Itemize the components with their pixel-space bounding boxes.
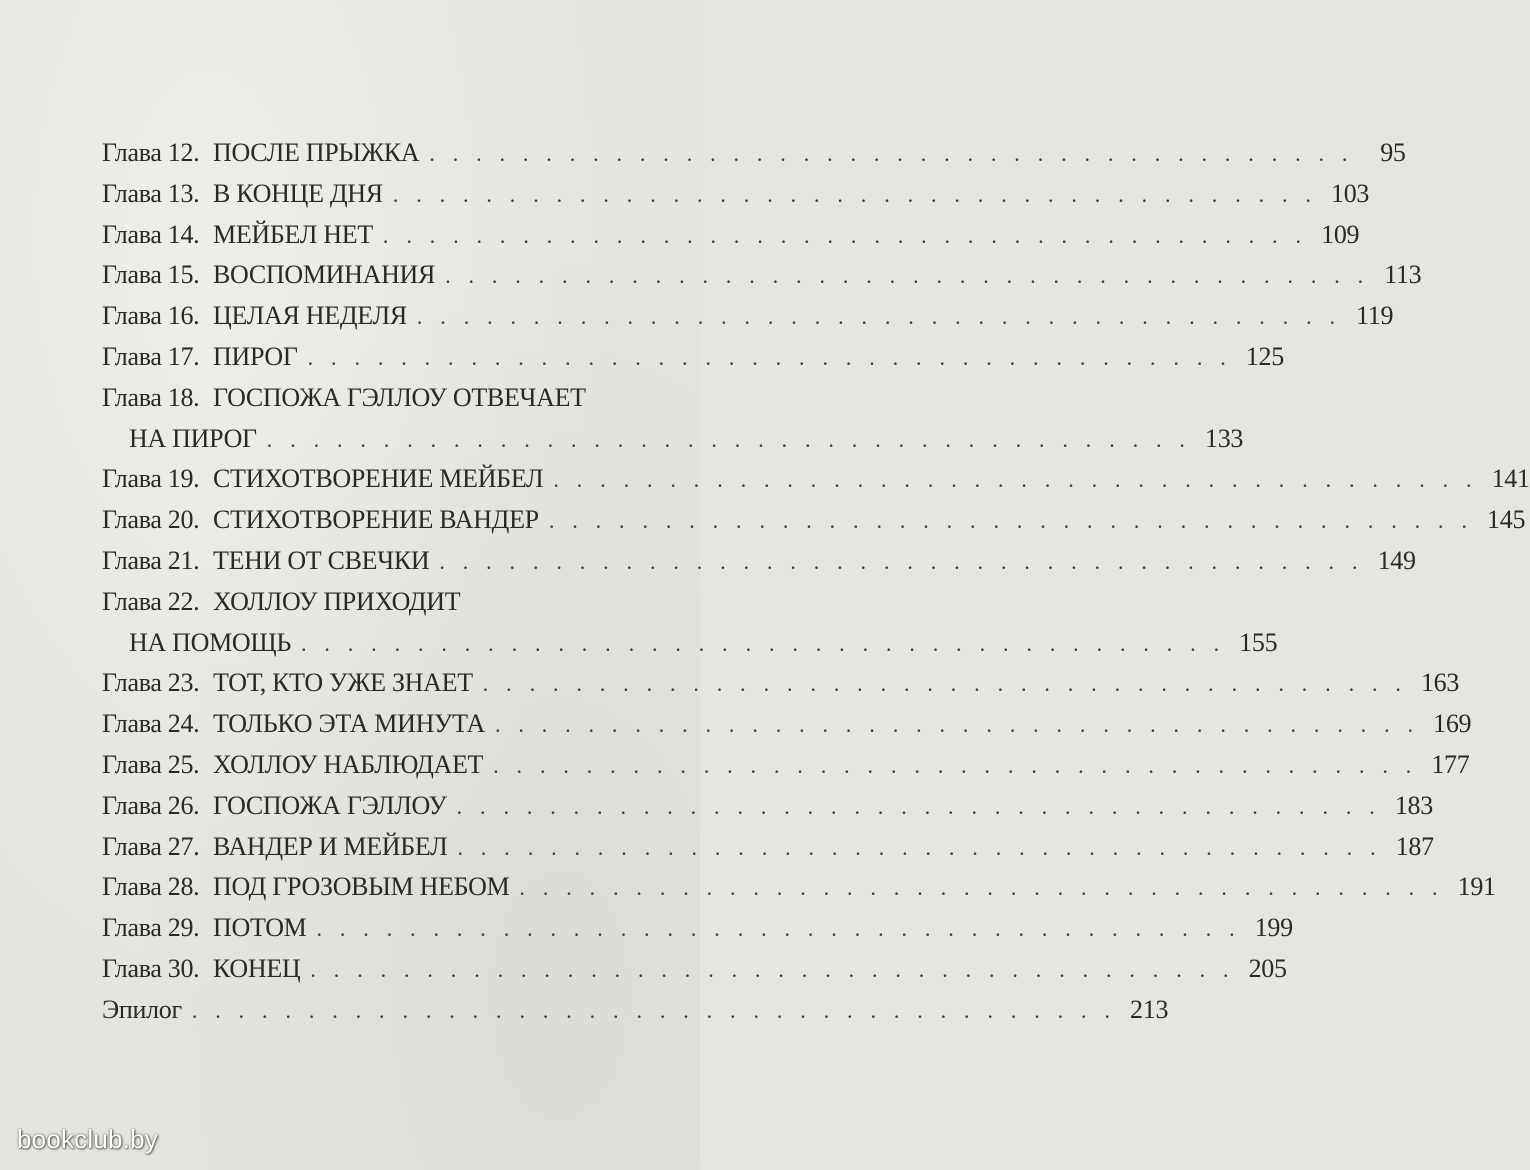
toc-label [102, 582, 460, 623]
dot-leader: . . . . . . . . . . . . . . . . . . . . . . . . . . . . . . . . . . . . . . . . [392, 181, 1318, 207]
page-number: 205 [1248, 953, 1287, 983]
toc-label [102, 459, 543, 500]
toc-entry [102, 541, 1416, 582]
chapter-number: Глава 21. [102, 545, 200, 575]
chapter-number: Глава 18. [102, 382, 200, 412]
chapter-title: ВАНДЕР И МЕЙБЕЛ [213, 831, 448, 861]
toc-entry [102, 174, 1370, 215]
toc-label [102, 867, 509, 908]
toc-line [102, 745, 1470, 786]
chapter-title: КОНЕЦ [213, 953, 301, 983]
chapter-number: Глава 12. [102, 138, 200, 167]
page-number: 125 [1245, 341, 1284, 371]
page-number: 119 [1356, 301, 1394, 331]
page-number: 149 [1377, 545, 1416, 575]
toc-line [102, 949, 1287, 990]
chapter-title: ГОСПОЖА ГЭЛЛОУ [213, 790, 447, 820]
toc-entry [102, 990, 1169, 1031]
chapter-title: ПОСЛЕ ПРЫЖКА [213, 138, 420, 167]
toc-line [102, 908, 1293, 949]
toc-line [102, 500, 1526, 541]
chapter-number: Глава 26. [102, 790, 200, 820]
chapter-title: ТОЛЬКО ЭТА МИНУТА [213, 709, 485, 739]
toc-line [102, 827, 1434, 868]
toc-entry [102, 908, 1293, 949]
toc-line [102, 704, 1472, 745]
chapter-title: СТИХОТВОРЕНИЕ МЕЙБЕЛ [213, 464, 544, 494]
toc-label [102, 786, 447, 827]
toc-label [102, 541, 429, 582]
toc-entry [102, 215, 1360, 256]
chapter-title: ХОЛЛОУ НАБЛЮДАЕТ [213, 749, 484, 779]
chapter-number: Глава 22. [102, 586, 200, 616]
page-number: 199 [1254, 913, 1293, 943]
toc-label [102, 215, 373, 256]
site-watermark: bookclub.by [17, 1124, 158, 1154]
page-number: 191 [1457, 872, 1496, 902]
chapter-number: Глава 20. [102, 505, 200, 535]
chapter-title: Эпилог [102, 994, 182, 1024]
toc-label [102, 663, 473, 704]
toc-entry [102, 582, 1278, 664]
dot-leader: . . . . . . . . . . . . . . . . . . . . . . . . . . . . . . . . . . . . . . . . [310, 956, 1235, 982]
toc-line [102, 133, 1406, 174]
toc-entry [102, 296, 1394, 337]
page-number: 103 [1331, 178, 1370, 208]
page-number: 141 [1491, 464, 1530, 494]
toc-entry [102, 827, 1434, 868]
page-number: 95 [1380, 138, 1406, 167]
chapter-title: ВОСПОМИНАНИЯ [213, 260, 436, 290]
toc-line [102, 867, 1496, 908]
toc-entry [102, 745, 1470, 786]
toc-line [102, 990, 1169, 1031]
chapter-title: НА ПИРОГ [129, 423, 257, 453]
toc-line [102, 623, 1278, 664]
toc-line [102, 459, 1530, 500]
dot-leader: . . . . . . . . . . . . . . . . . . . . . . . . . . . . . . . . . . . . . . . . [429, 141, 1354, 166]
toc-entry [102, 459, 1530, 500]
toc-line [102, 786, 1433, 827]
toc-label [102, 500, 539, 541]
chapter-number: Глава 29. [102, 913, 200, 943]
toc-label [102, 827, 448, 868]
toc-label [129, 419, 257, 460]
dot-leader: . . . . . . . . . . . . . . . . . . . . . . . . . . . . . . . . . . . . . . . . [191, 997, 1117, 1023]
toc-entry [102, 255, 1422, 296]
chapter-title: ХОЛЛОУ ПРИХОДИТ [213, 586, 461, 616]
toc-entry [102, 378, 1244, 460]
dot-leader: . . . . . . . . . . . . . . . . . . . . . . . . . . . . . . . . . . . . . . . . [300, 630, 1226, 656]
page-number: 187 [1395, 831, 1434, 861]
page-number: 183 [1394, 790, 1433, 820]
dot-leader: . . . . . . . . . . . . . . . . . . . . . . . . . . . . . . . . . . . . . . . . [316, 916, 1241, 942]
chapter-number: Глава 16. [102, 301, 200, 331]
page-number: 213 [1130, 994, 1169, 1024]
chapter-number: Глава 27. [102, 831, 200, 861]
toc-line [102, 378, 632, 419]
toc-line [102, 255, 1422, 296]
chapter-title: ТОТ, КТО УЖЕ ЗНАЕТ [213, 668, 473, 698]
toc-label [102, 949, 300, 990]
toc-label [102, 255, 435, 296]
chapter-title: ТЕНИ ОТ СВЕЧКИ [213, 545, 430, 575]
dot-leader: . . . . . . . . . . . . . . . . . . . . . . . . . . . . . . . . . . . . . . . . [307, 344, 1232, 370]
dot-leader: . . . . . . . . . . . . . . . . . . . . . . . . . . . . . . . . . . . . . . . . [439, 548, 1364, 574]
toc-label [102, 378, 586, 419]
page-number: 163 [1420, 668, 1460, 698]
toc-entry [102, 663, 1460, 704]
chapter-number: Глава 23. [102, 668, 200, 698]
toc-line [102, 215, 1360, 256]
page-number: 177 [1431, 749, 1470, 779]
chapter-title: МЕЙБЕЛ НЕТ [213, 219, 373, 249]
page-number: 113 [1384, 260, 1422, 290]
chapter-title: ПИРОГ [213, 341, 298, 371]
dot-leader: . . . . . . . . . . . . . . . . . . . . . . . . . . . . . . . . . . . . . . . . [445, 263, 1370, 289]
toc-entry [102, 949, 1287, 990]
page-number: 145 [1487, 505, 1526, 535]
toc-line [102, 174, 1370, 215]
toc-entry [102, 500, 1526, 541]
chapter-title: ГОСПОЖА ГЭЛЛОУ ОТВЕЧАЕТ [213, 382, 586, 412]
dot-leader: . . . . . . . . . . . . . . . . . . . . . . . . . . . . . . . . . . . . . . . . [493, 752, 1418, 778]
chapter-number: Глава 19. [102, 464, 200, 494]
toc-line [102, 337, 1284, 378]
toc-label [102, 990, 182, 1031]
toc-label [102, 174, 383, 215]
dot-leader: . . . . . . . . . . . . . . . . . . . . . . . . . . . . . . . . . . . . . . . . [416, 304, 1342, 330]
page-number: 169 [1433, 709, 1472, 739]
chapter-number: Глава 30. [102, 953, 200, 983]
chapter-number: Глава 28. [102, 872, 200, 902]
chapter-title: НА ПОМОЩЬ [129, 627, 291, 657]
dot-leader: . . . . . . . . . . . . . . . . . . . . . . . . . . . . . . . . . . . . . . . . [266, 426, 1192, 452]
toc-line [102, 582, 632, 623]
chapter-title: В КОНЦЕ ДНЯ [213, 178, 383, 208]
toc-label [102, 745, 483, 786]
toc-label [102, 704, 485, 745]
dot-leader: . . . . . . . . . . . . . . . . . . . . . . . . . . . . . . . . . . . . . . . . [494, 712, 1420, 738]
chapter-number: Глава 13. [102, 178, 200, 208]
toc-line [102, 419, 1244, 460]
toc-line [102, 296, 1394, 337]
chapter-number: Глава 15. [102, 260, 200, 290]
toc-label [102, 133, 419, 174]
chapter-number: Глава 14. [102, 219, 200, 249]
toc-entry [102, 133, 1406, 174]
dot-leader: . . . . . . . . . . . . . . . . . . . . . . . . . . . . . . . . . . . . . . . . [548, 508, 1474, 534]
chapter-number: Глава 25. [102, 749, 200, 779]
toc-label [102, 296, 407, 337]
page-number: 109 [1321, 219, 1360, 249]
page-number: 155 [1239, 627, 1278, 657]
dot-leader: . . . . . . . . . . . . . . . . . . . . . . . . . . . . . . . . . . . . . . . . [457, 834, 1382, 860]
dot-leader: . . . . . . . . . . . . . . . . . . . . . . . . . . . . . . . . . . . . . . . . [382, 222, 1308, 248]
toc-entry [102, 867, 1496, 908]
chapter-title: ПОД ГРОЗОВЫМ НЕБОМ [213, 872, 510, 902]
dot-leader: . . . . . . . . . . . . . . . . . . . . . . . . . . . . . . . . . . . . . . . . [456, 793, 1381, 819]
dot-leader: . . . . . . . . . . . . . . . . . . . . . . . . . . . . . . . . . . . . . . . . [482, 671, 1408, 697]
page-number: 133 [1205, 423, 1244, 453]
chapter-number: Глава 17. [102, 341, 200, 371]
chapter-title: ЦЕЛАЯ НЕДЕЛЯ [213, 301, 407, 331]
toc-line [102, 541, 1416, 582]
toc-label [102, 337, 298, 378]
chapter-title: СТИХОТВОРЕНИЕ ВАНДЕР [213, 505, 539, 535]
chapter-number: Глава 24. [102, 709, 200, 739]
toc-line [102, 663, 1460, 704]
toc-label [129, 623, 291, 664]
dot-leader: . . . . . . . . . . . . . . . . . . . . . . . . . . . . . . . . . . . . . . . . [553, 467, 1478, 493]
toc-entry [102, 786, 1433, 827]
chapter-title: ПОТОМ [213, 913, 307, 943]
toc-label [102, 908, 307, 949]
table-of-contents [102, 133, 1530, 1031]
toc-entry [102, 704, 1472, 745]
toc-entry [102, 337, 1284, 378]
dot-leader: . . . . . . . . . . . . . . . . . . . . . . . . . . . . . . . . . . . . . . . . [519, 875, 1444, 901]
